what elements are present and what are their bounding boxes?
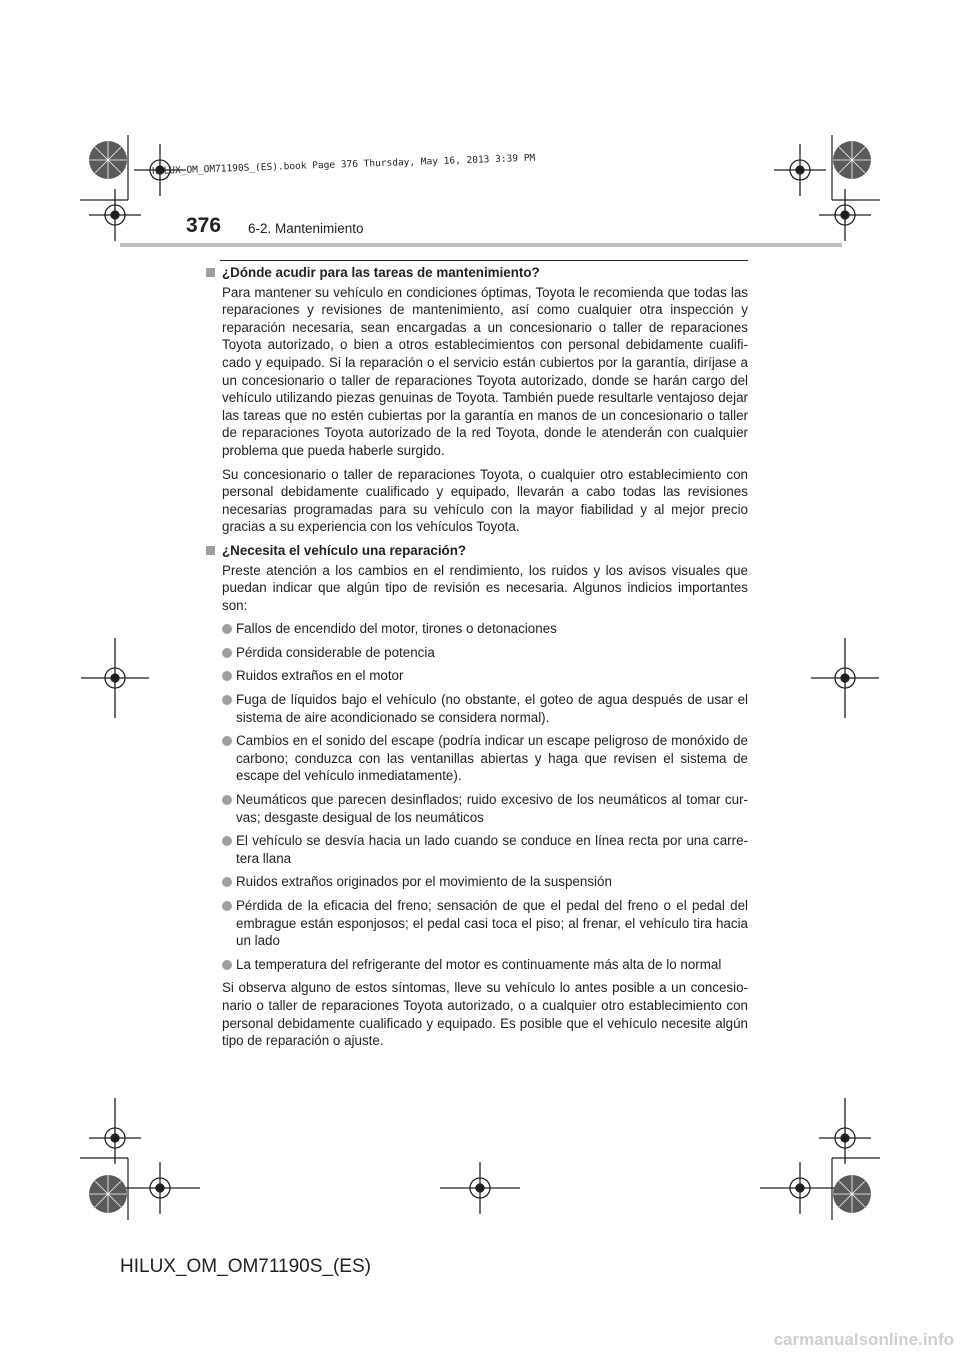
circle-bullet-icon — [222, 736, 232, 746]
list-item: Fuga de líquidos bajo el vehículo (no obstante, el goteo de agua después de usar el sistema de aire acondicionado se considera normal). — [222, 691, 748, 726]
page-content — [206, 264, 748, 1056]
header-rule — [220, 260, 748, 261]
circle-bullet-icon — [222, 836, 232, 846]
paragraph: Si observa alguno de estos síntomas, lleve su vehículo lo antes posible a un concesio-nario o taller de reparaciones Toyota autorizado, o a cualquier otro establecimiento con personal debidamente cualificado y equipado. Es posible que el vehículo necesite algún tipo de reparación o ajuste. — [222, 980, 748, 1049]
list-item: Pérdida de la eficacia del freno; sensación de que el pedal del freno o el pedal del embrague están esponjosos; el pedal casi toca el piso; al frenar, el vehículo tira hacia un lado — [222, 897, 748, 950]
list-item: Ruidos extraños originados por el movimiento de la suspensión — [222, 873, 748, 891]
list-item: Neumáticos que parecen desinflados; ruido excesivo de los neumáticos al tomar cur-vas; desgaste desigual de los neumáticos — [222, 791, 748, 826]
circle-bullet-icon — [222, 695, 232, 705]
list-item: Pérdida considerable de potencia — [222, 644, 748, 662]
circle-bullet-icon — [222, 648, 232, 658]
circle-bullet-icon — [222, 671, 232, 681]
footer-code: HILUX_OM_OM71190S_(ES) — [120, 1256, 371, 1277]
list-item: Fallos de encendido del motor, tirones o detonaciones — [222, 620, 748, 638]
paragraph: Para mantener su vehículo en condiciones óptimas, Toyota le recomienda que todas las reparaciones y revisiones de mantenimiento, así como cualquier otra inspección y reparación necesaria, sean encargadas a un concesionario o taller de reparaciones Toyota autorizado, o bien a otros establecimientos con personal debidamente cualifi-cado y equipado. Si la reparación o el servicio están cubiertos por la garantía, diríjase a un concesionario o taller de reparaciones Toyota autorizado, donde se harán cargo del vehículo utilizando piezas genuinas de Toyota. También puede resultarle ventajoso dejar las tareas que no estén cubiertas por la garantía en manos de un concesionario o taller de reparaciones Toyota autorizado de la red Toyota, donde le atenderán con cualquier problema que pueda haberle surgido. — [222, 284, 748, 458]
square-bullet-icon — [206, 268, 215, 277]
heading-repair-needed: ¿Necesita el vehículo una reparación? — [206, 542, 748, 560]
list-item: Ruidos extraños en el motor — [222, 667, 748, 685]
circle-bullet-icon — [222, 901, 232, 911]
page-number: 376 — [186, 214, 222, 237]
circle-bullet-icon — [222, 795, 232, 805]
watermark: carmanualsonline.info — [773, 1330, 954, 1349]
circle-bullet-icon — [222, 877, 232, 887]
paragraph: Preste atención a los cambios en el rendimiento, los ruidos y los avisos visuales que puedan indicar que algún tipo de revisión es necesaria. Algunos indicios importantes son: — [222, 562, 748, 613]
section-title: 6-2. Mantenimiento — [248, 221, 364, 236]
list-item: Cambios en el sonido del escape (podría indicar un escape peligroso de monóxido de carbono; conduzca con las ventanillas abiertas y haga que revisen el sistema de escape del vehículo inmediatamente). — [222, 732, 748, 785]
circle-bullet-icon — [222, 960, 232, 970]
header-bar — [120, 243, 842, 247]
paragraph: Su concesionario o taller de reparaciones Toyota, o cualquier otro establecimiento con personal debidamente cualificado y equipado, llevarán a cabo todas las revisiones necesarias programadas para su vehículo con la mayor fiabilidad y al mejor precio gracias a su experiencia con los vehículos Toyota. — [222, 466, 748, 535]
heading-where-maintenance: ¿Dónde acudir para las tareas de mantenimiento? — [206, 264, 748, 282]
square-bullet-icon — [206, 546, 215, 555]
file-info-stamp: HILUX_OM_OM71190S_(ES).book Page 376 Thursday, May 16, 2013 3:39 PM — [152, 152, 536, 177]
list-item: El vehículo se desvía hacia un lado cuando se conduce en línea recta por una carre-tera llana — [222, 832, 748, 867]
list-item: La temperatura del refrigerante del motor es continuamente más alta de lo normal — [222, 956, 748, 974]
circle-bullet-icon — [222, 624, 232, 634]
